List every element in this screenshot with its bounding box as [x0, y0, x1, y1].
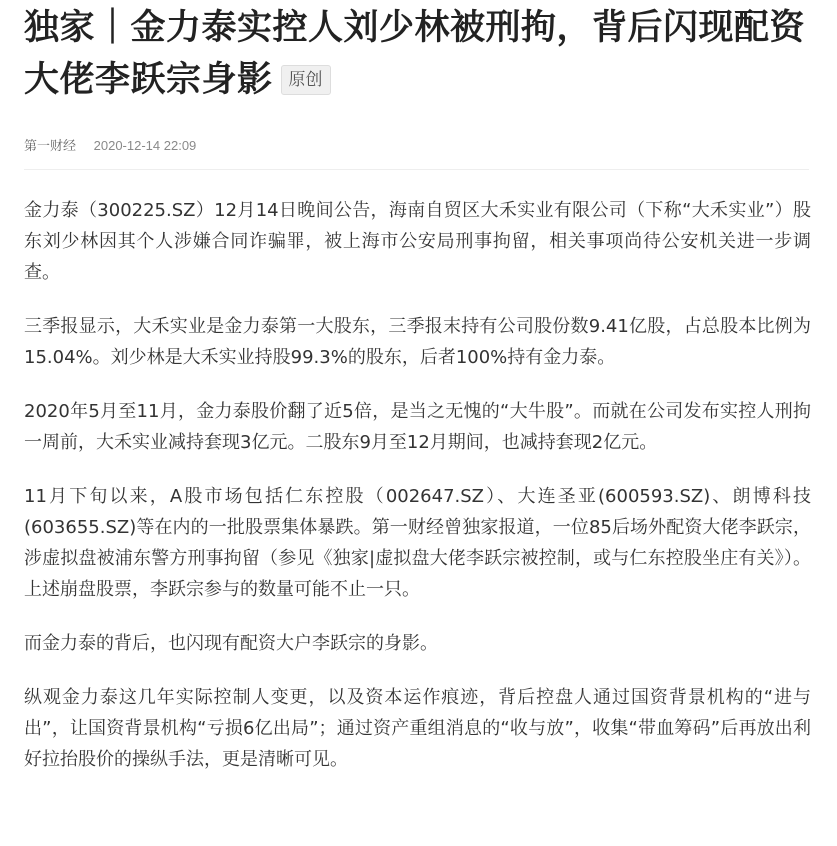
- paragraph: 三季报显示，大禾实业是金力泰第一大股东，三季报末持有公司股份数9.41亿股，占总股本比例为15.04%。刘少林是大禾实业持股99.3%的股东，后者100%持有金力泰。: [24, 316, 811, 368]
- article-meta: [24, 136, 811, 156]
- article-body: [24, 195, 811, 775]
- paragraph: 而金力泰的背后，也闪现有配资大户李跃宗的身影。: [24, 633, 438, 654]
- paragraph: 2020年5月至11月，金力泰股价翻了近5倍，是当之无愧的“大牛股”。而就在公司发布实控人刑拘一周前，大禾实业减持套现3亿元。二股东9月至12月期间，也减持套现2亿元。: [24, 401, 811, 453]
- paragraph: 纵观金力泰这几年实际控制人变更，以及资本运作痕迹，背后控盘人通过国资背景机构的“进与出”，让国资背景机构“亏损6亿出局”；通过资产重组消息的“收与放”，收集“带血筹码”后再放出利好拉抬股价的操纵手法，更是清晰可见。: [24, 687, 811, 770]
- article-title: [24, 0, 811, 106]
- article-title-text: 独家｜金力泰实控人刘少林被刑拘，背后闪现配资大佬李跃宗身影: [24, 8, 806, 100]
- paragraph: 11月下旬以来，A股市场包括仁东控股（002647.SZ）、大连圣亚(600593.SZ)、朗博科技(603655.SZ)等在内的一批股票集体暴跌。第一财经曾独家报道，一位85后场外配资大佬李跃宗，涉虚拟盘被浦东警方刑事拘留（参见《独家|虚拟盘大佬李跃宗被控制，或与仁东控股坐庄有关》）。上述崩盘股票，李跃宗参与的数量可能不止一只。: [24, 486, 811, 600]
- original-badge: 原创: [281, 65, 331, 95]
- publish-date: 2020-12-14 22:09: [93, 138, 197, 153]
- source-link[interactable]: 第一财经: [24, 138, 77, 153]
- meta-divider: [24, 169, 809, 170]
- paragraph: 金力泰（300225.SZ）12月14日晚间公告，海南自贸区大禾实业有限公司（下称“大禾实业”）股东刘少林因其个人涉嫌合同诈骗罪，被上海市公安局刑事拘留，相关事项尚待公安机关进一步调查。: [24, 200, 811, 283]
